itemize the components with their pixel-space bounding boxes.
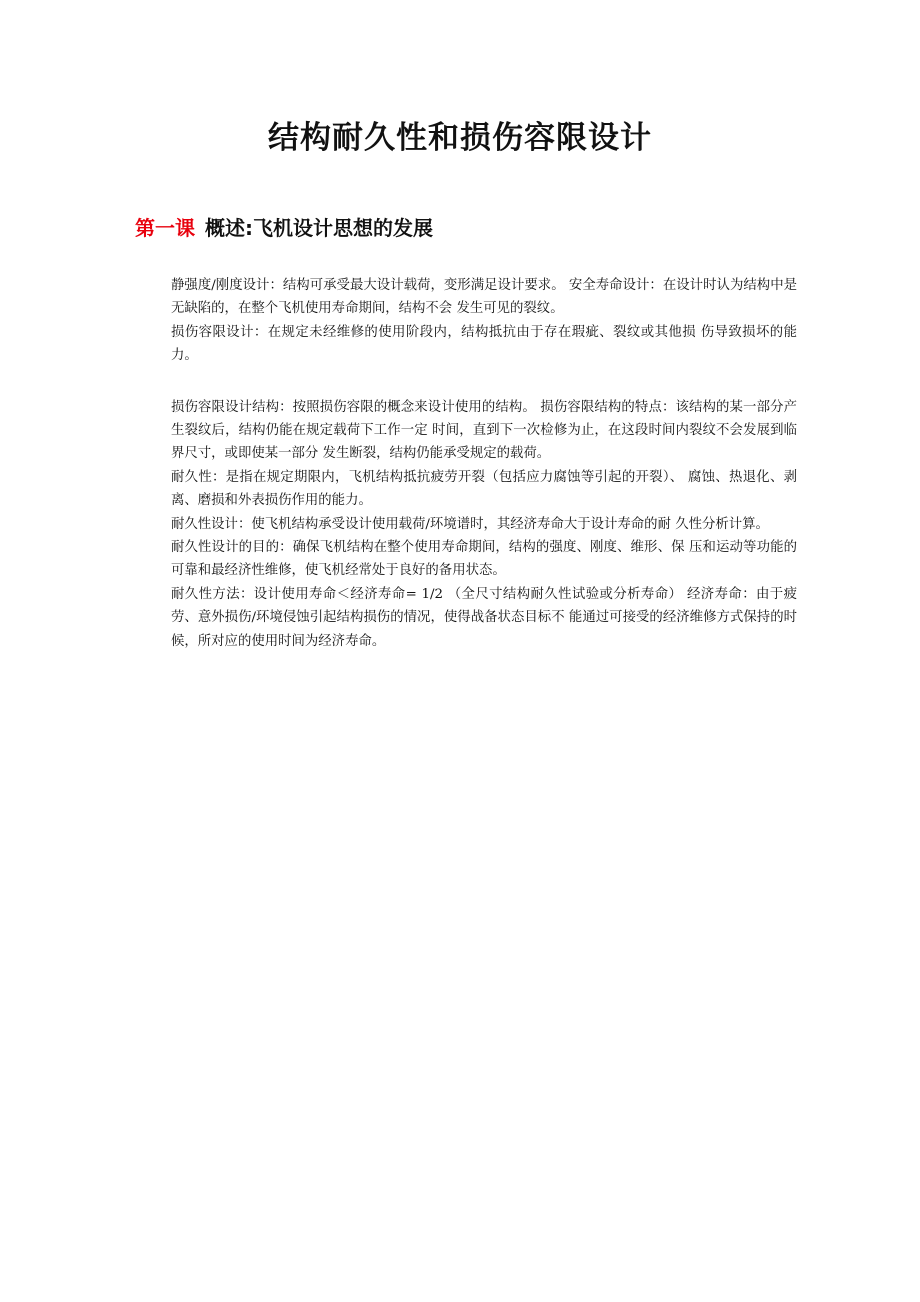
paragraph-spacer xyxy=(171,368,797,396)
document-title: 结构耐久性和损伤容限设计 xyxy=(268,120,652,156)
lesson-title: 概述:飞机设计思想的发展 xyxy=(205,216,433,240)
paragraph-static-strength-safe-life: 静强度/刚度设计：结构可承受最大设计载荷，变形满足设计要求。 安全寿命设计：在设计时认为结构中是无缺陷的，在整个飞机使用寿命期间，结构不会 发生可见的裂纹。 xyxy=(171,278,797,317)
paragraph-damage-tolerance-structure: 损伤容限设计结构：按照损伤容限的概念来设计使用的结构。 损伤容限结构的特点：该结构的某一部分产生裂纹后，结构仍能在规定载荷下工作一定 时间，直到下一次检修为止，在这段时间内裂纹不会发展到临界尺寸，或即使某一部分 发生断裂，结构仍能承受规定的载荷。 xyxy=(171,399,797,462)
lesson-number: 第一课 xyxy=(135,216,195,240)
paragraph-damage-tolerance-design: 损伤容限设计：在规定未经维修的使用阶段内，结构抵抗由于存在瑕疵、裂纹或其他损 伤导致损坏的能力。 xyxy=(171,324,797,364)
document-body xyxy=(171,274,797,653)
paragraph-durability-purpose: 耐久性设计的目的：确保飞机结构在整个使用寿命期间，结构的强度、刚度、维形、保 压和运动等功能的可靠和最经济性维修，使飞机经常处于良好的备用状态。 xyxy=(171,540,797,579)
paragraph-durability-method: 耐久性方法：设计使用寿命＜经济寿命= 1/2 （全尺寸结构耐久性试验或分析寿命） 经济寿命：由于疲劳、意外损伤/环境侵蚀引起结构损伤的情况，使得战备状态目标不 能通过可接受的经济维修方式保持的时候，所对应的使用时间为经济寿命。 xyxy=(171,586,797,649)
lesson-heading xyxy=(135,212,433,241)
paragraph-durability-design: 耐久性设计：使飞机结构承受设计使用载荷/环境谱时，其经济寿命大于设计寿命的耐 久性分析计算。 xyxy=(171,516,769,532)
paragraph-durability: 耐久性：是指在规定期限内，飞机结构抵抗疲劳开裂（包括应力腐蚀等引起的开裂）、 腐蚀、热退化、剥离、磨损和外表损伤作用的能力。 xyxy=(171,469,797,509)
